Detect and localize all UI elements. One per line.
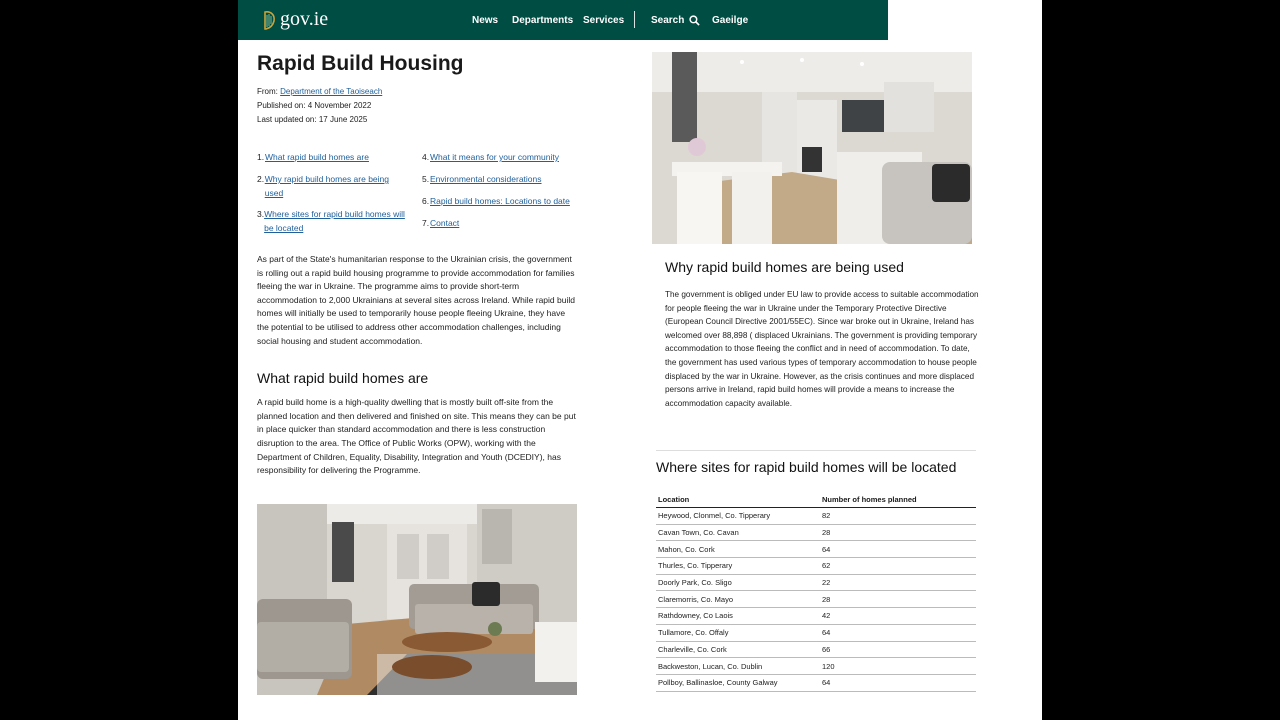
location-cell: Thurles, Co. Tipperary <box>656 558 820 575</box>
location-cell: Cavan Town, Co. Cavan <box>656 524 820 541</box>
location-cell: Pollboy, Ballinasloe, County Galway <box>656 674 820 691</box>
table-row <box>656 624 976 641</box>
toc-num: 6. <box>422 196 430 206</box>
toc-num: 7. <box>422 218 430 228</box>
living-room-photo <box>257 504 577 695</box>
toc-link[interactable]: Environmental considerations <box>430 174 542 184</box>
page-title: Rapid Build Housing <box>257 52 464 75</box>
main-content <box>257 52 579 478</box>
toc-item-7[interactable] <box>422 217 592 231</box>
kitchen-image <box>652 52 972 244</box>
sites-table <box>656 492 976 692</box>
table-row <box>656 658 976 675</box>
table-row <box>656 574 976 591</box>
location-cell: Claremorris, Co. Mayo <box>656 591 820 608</box>
table-row <box>656 641 976 658</box>
table-row <box>656 674 976 691</box>
table-row <box>656 508 976 525</box>
homes-cell: 120 <box>820 658 976 675</box>
section-heading-where: Where sites for rapid build homes will be located <box>656 459 957 475</box>
toc-link[interactable]: Why rapid build homes are being used <box>264 174 389 198</box>
search-button[interactable] <box>651 0 700 40</box>
nav-services[interactable]: Services <box>583 14 625 26</box>
table-row <box>656 558 976 575</box>
homes-cell: 28 <box>820 591 976 608</box>
toc-num: 2. <box>257 174 265 184</box>
search-label: Search <box>651 14 685 26</box>
kitchen-photo <box>652 52 972 244</box>
toc-item-3[interactable] <box>257 208 405 235</box>
location-cell: Heywood, Clonmel, Co. Tipperary <box>656 508 820 525</box>
logo-text: gov.ie <box>280 8 329 30</box>
homes-cell: 22 <box>820 574 976 591</box>
homes-cell: 42 <box>820 608 976 625</box>
article-meta <box>257 85 579 127</box>
section-divider <box>656 450 976 451</box>
toc-item-1[interactable] <box>257 151 417 165</box>
table-of-contents <box>257 151 579 247</box>
location-cell: Charleville, Co. Cork <box>656 641 820 658</box>
table-row <box>656 524 976 541</box>
search-icon <box>689 15 700 26</box>
toc-link[interactable]: What rapid build homes are <box>265 152 369 162</box>
published-date: Published on: 4 November 2022 <box>257 101 372 110</box>
table-row <box>656 591 976 608</box>
govie-logo[interactable] <box>262 8 328 31</box>
intro-paragraph: As part of the State's humanitarian response to the Ukrainian crisis, the government is rolling out a rapid build housing programme to provide accommodation for families fleeing the war in Ukraine. The programme aims to provide short-term accommodation to 2,000 Ukrainians at several sites across Ireland. While rapid build homes will initially be used to temporarily house people fleeing Ukraine, they have the potential to be utilised to address other accommodation challenges, including social housing and student accommodation. <box>257 254 575 346</box>
page <box>238 0 1042 720</box>
table-row <box>656 541 976 558</box>
living-room-image <box>257 504 577 695</box>
homes-cell: 66 <box>820 641 976 658</box>
toc-num: 3. <box>257 209 265 219</box>
table-row <box>656 608 976 625</box>
homes-cell: 64 <box>820 674 976 691</box>
toc-link[interactable]: Contact <box>430 218 460 228</box>
toc-item-6[interactable] <box>422 195 592 209</box>
nav-divider <box>634 11 635 28</box>
toc-num: 4. <box>422 152 430 162</box>
section-heading-what: What rapid build homes are <box>257 370 429 387</box>
location-cell: Rathdowney, Co Laois <box>656 608 820 625</box>
toc-num: 5. <box>422 174 430 184</box>
homes-cell: 28 <box>820 524 976 541</box>
updated-date: Last updated on: 17 June 2025 <box>257 115 368 124</box>
homes-cell: 64 <box>820 541 976 558</box>
from-label: From: <box>257 87 278 96</box>
location-cell: Backweston, Lucan, Co. Dublin <box>656 658 820 675</box>
column-header-location: Location <box>656 492 820 508</box>
department-link[interactable]: Department of the Taoiseach <box>280 87 383 96</box>
toc-link[interactable]: Where sites for rapid build homes will be located <box>264 209 405 233</box>
column-header-homes: Number of homes planned <box>820 492 976 508</box>
location-cell: Mahon, Co. Cork <box>656 541 820 558</box>
section-paragraph-what: A rapid build home is a high-quality dwelling that is mostly built off-site from the planned location and then delivered and finished on site. This means they can be put in place quicker than standard accommodation and there is less construction disruption to the area. The Office of Public Works (OPW), working with the Department of Children, Equality, Disability, Integration and Youth (DCEDIY), has responsibility for delivering the Programme. <box>257 397 576 476</box>
homes-cell: 82 <box>820 508 976 525</box>
toc-link[interactable]: Rapid build homes: Locations to date <box>430 196 570 206</box>
nav-departments[interactable]: Departments <box>512 14 574 26</box>
harp-icon <box>262 10 276 30</box>
homes-cell: 64 <box>820 624 976 641</box>
toc-item-2[interactable] <box>257 173 405 200</box>
toc-item-5[interactable] <box>422 173 592 187</box>
section-paragraph-why: The government is obliged under EU law to provide access to suitable accommodation for people fleeing the war in Ukraine under the Temporary Protective Directive (European Council Directive 2001/55EC). Since war broke out in Ukraine, Ireland has welcomed over 88,898 ( displaced Ukrainians. The government is providing temporary accommodation to those fleeing the conflict and in need of accommodation. To date, the government has used various types of temporary accommodation to house people displaced by the war in Ukraine. However, as the crisis continues and more displaced persons arrive in Ireland, rapid build homes will provide a means to increase the accommodation capacity available. <box>665 290 979 408</box>
toc-item-4[interactable] <box>422 151 592 165</box>
toc-num: 1. <box>257 152 265 162</box>
nav-gaeilge[interactable]: Gaeilge <box>712 14 749 26</box>
section-heading-why: Why rapid build homes are being used <box>665 259 904 275</box>
table-header-row <box>656 492 976 508</box>
homes-cell: 62 <box>820 558 976 575</box>
location-cell: Tullamore, Co. Offaly <box>656 624 820 641</box>
location-cell: Doorly Park, Co. Sligo <box>656 574 820 591</box>
right-column <box>652 52 982 688</box>
toc-link[interactable]: What it means for your community <box>430 152 559 162</box>
nav-news[interactable]: News <box>472 14 499 26</box>
from-line <box>257 85 579 99</box>
site-header <box>238 0 888 40</box>
